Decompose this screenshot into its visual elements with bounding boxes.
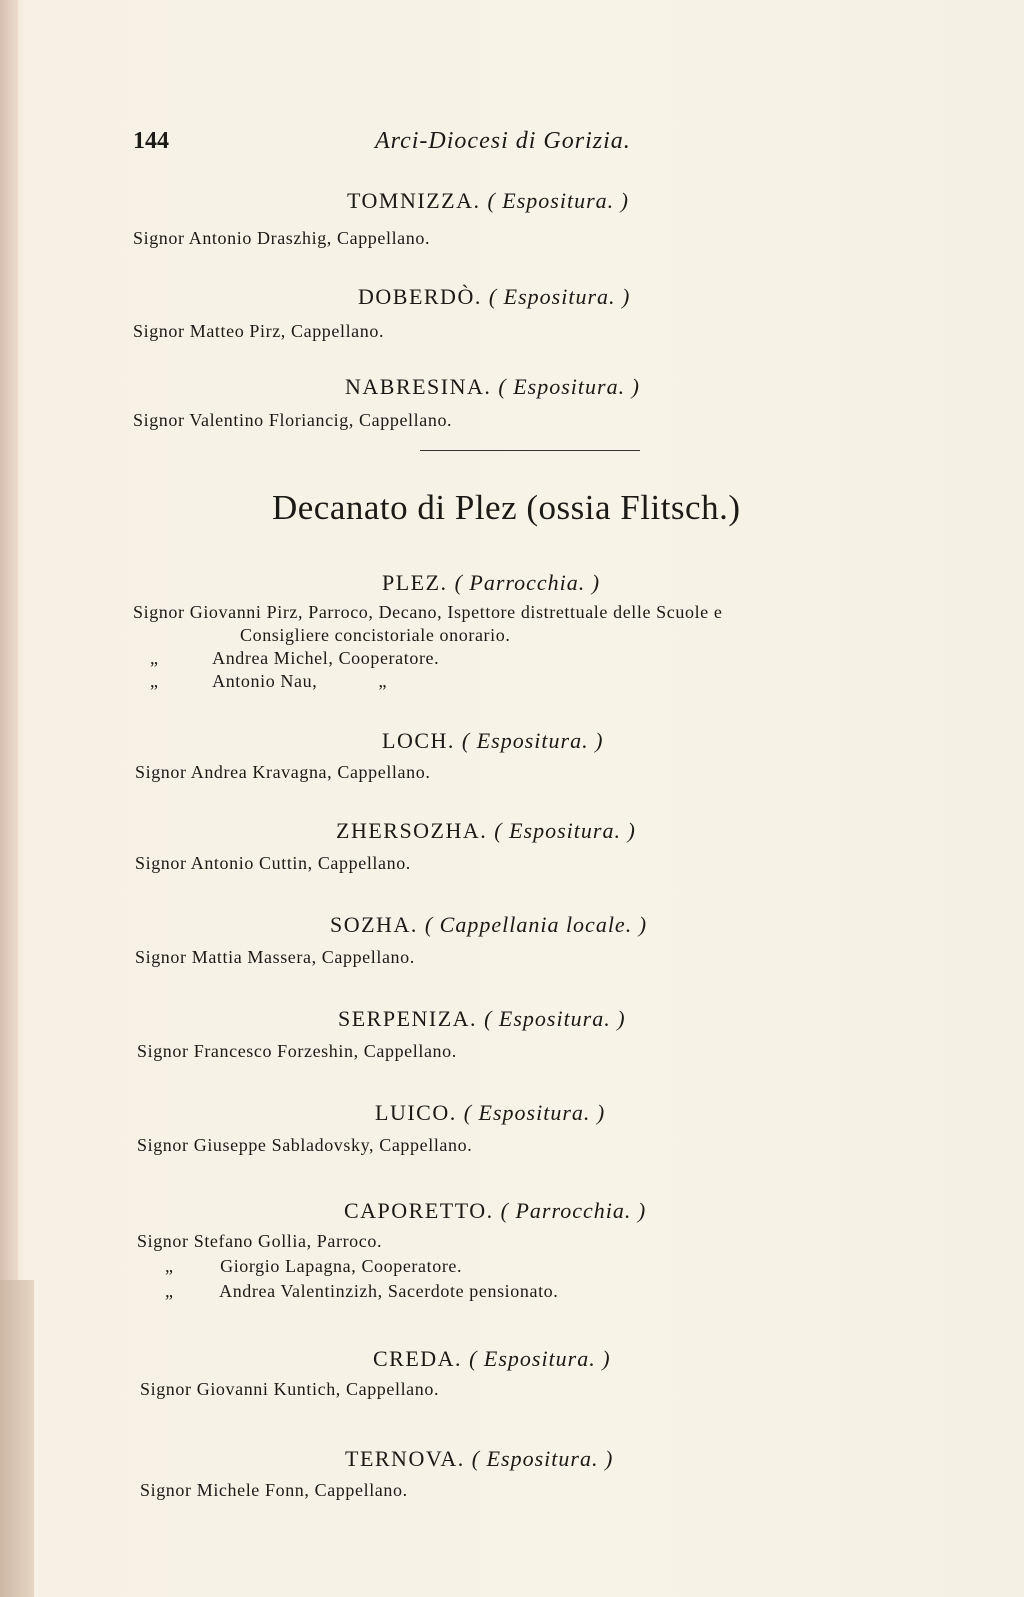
- line-lead: Signor: [140, 1379, 192, 1399]
- place-name: PLEZ.: [382, 570, 448, 595]
- line-text: Antonio Nau, „: [212, 671, 388, 691]
- place-name: SOZHA.: [330, 912, 418, 937]
- line-lead: Signor: [133, 321, 185, 341]
- line-lead: Signor: [135, 762, 187, 782]
- line-text: Giorgio Lapagna, Cooperatore.: [220, 1256, 463, 1276]
- line-lead: „: [150, 648, 159, 668]
- line-text: Francesco Forzeshin, Cappellano.: [193, 1041, 457, 1061]
- place-name: NABRESINA.: [345, 374, 492, 399]
- entry-heading: [375, 1100, 605, 1126]
- place-name: DOBERDÒ.: [358, 284, 482, 309]
- place-name: CAPORETTO.: [344, 1198, 494, 1223]
- section-rule: [420, 450, 640, 451]
- church-type: ( Parrocchia. ): [454, 570, 601, 595]
- place-name: LOCH.: [382, 728, 455, 753]
- church-type: ( Espositura. ): [469, 1346, 611, 1371]
- place-name: TERNOVA.: [345, 1446, 465, 1471]
- entry-heading: [330, 912, 647, 938]
- entry-heading: [358, 284, 630, 310]
- line-lead: Signor: [137, 1231, 189, 1251]
- church-type: ( Espositura. ): [487, 188, 629, 213]
- place-name: SERPENIZA.: [338, 1006, 478, 1031]
- clergy-line: [137, 1041, 457, 1062]
- line-lead: Signor: [133, 228, 185, 248]
- church-type: ( Espositura. ): [484, 1006, 626, 1031]
- entry-heading: [373, 1346, 611, 1372]
- line-text: Giuseppe Sabladovsky, Cappellano.: [193, 1135, 473, 1155]
- entry-heading: [336, 818, 636, 844]
- line-lead: Signor: [137, 1041, 189, 1061]
- line-text: Andrea Kravagna, Cappellano.: [190, 762, 431, 782]
- binding-strip: [0, 1280, 34, 1597]
- clergy-line: [137, 1135, 472, 1156]
- place-name: TOMNIZZA.: [347, 188, 481, 213]
- line-text: Michele Fonn, Cappellano.: [196, 1480, 408, 1500]
- entry-heading: [344, 1198, 646, 1224]
- line-text: Giovanni Kuntich, Cappellano.: [196, 1379, 440, 1399]
- line-text: Valentino Floriancig, Cappellano.: [189, 410, 453, 430]
- line-text: Matteo Pirz, Cappellano.: [189, 321, 385, 341]
- section-title: Decanato di Plez (ossia Flitsch.): [272, 488, 741, 527]
- clergy-line: [133, 410, 452, 431]
- clergy-line: [133, 321, 384, 342]
- line-text: Consigliere concistoriale onorario.: [240, 625, 511, 645]
- church-type: ( Espositura. ): [498, 374, 640, 399]
- clergy-line: [140, 1379, 439, 1400]
- church-type: ( Espositura. ): [463, 1100, 606, 1125]
- clergy-line: [137, 1231, 382, 1252]
- line-text: Antonio Cuttin, Cappellano.: [190, 853, 411, 873]
- line-lead: Signor: [137, 1135, 189, 1155]
- line-lead: Signor: [140, 1480, 192, 1500]
- clergy-line: [150, 671, 387, 692]
- church-type: ( Espositura. ): [494, 818, 636, 843]
- running-head: Arci-Diocesi di Gorizia.: [375, 128, 631, 154]
- clergy-line: [135, 853, 411, 874]
- place-name: CREDA.: [373, 1346, 463, 1371]
- line-text: Antonio Draszhig, Cappellano.: [188, 228, 431, 248]
- entry-heading: [345, 374, 640, 400]
- line-text: Giovanni Pirz, Parroco, Decano, Ispettore distrettuale delle Scuole e: [189, 602, 723, 622]
- church-type: ( Espositura. ): [461, 728, 604, 753]
- line-text: Andrea Valentinzizh, Sacerdote pensionato.: [219, 1281, 559, 1301]
- line-lead: Signor: [135, 853, 187, 873]
- line-text: Stefano Gollia, Parroco.: [193, 1231, 383, 1251]
- church-type: ( Cappellania locale. ): [424, 912, 648, 937]
- place-name: LUICO.: [375, 1100, 457, 1125]
- clergy-line: [133, 602, 722, 623]
- line-text: Mattia Massera, Cappellano.: [191, 947, 415, 967]
- church-type: ( Espositura. ): [471, 1446, 614, 1471]
- entry-heading: [382, 570, 600, 596]
- clergy-line: [150, 648, 439, 669]
- line-lead: „: [150, 671, 159, 691]
- clergy-line: [165, 1281, 558, 1302]
- place-name: ZHERSOZHA.: [336, 818, 488, 843]
- page-number: 144: [133, 128, 169, 154]
- line-lead: „: [165, 1256, 174, 1276]
- entry-heading: [382, 728, 603, 754]
- clergy-line: [135, 947, 415, 968]
- clergy-line: [140, 1480, 408, 1501]
- church-type: ( Parrocchia. ): [500, 1198, 647, 1223]
- clergy-line: [240, 625, 510, 646]
- line-lead: Signor: [133, 602, 185, 622]
- entry-heading: [347, 188, 629, 214]
- line-text: Andrea Michel, Cooperatore.: [212, 648, 440, 668]
- line-lead: Signor: [133, 410, 185, 430]
- clergy-line: [133, 228, 430, 249]
- line-lead: Signor: [135, 947, 187, 967]
- entry-heading: [345, 1446, 613, 1472]
- clergy-line: [165, 1256, 462, 1277]
- clergy-line: [135, 762, 430, 783]
- line-lead: „: [165, 1281, 174, 1301]
- entry-heading: [338, 1006, 626, 1032]
- church-type: ( Espositura. ): [488, 284, 631, 309]
